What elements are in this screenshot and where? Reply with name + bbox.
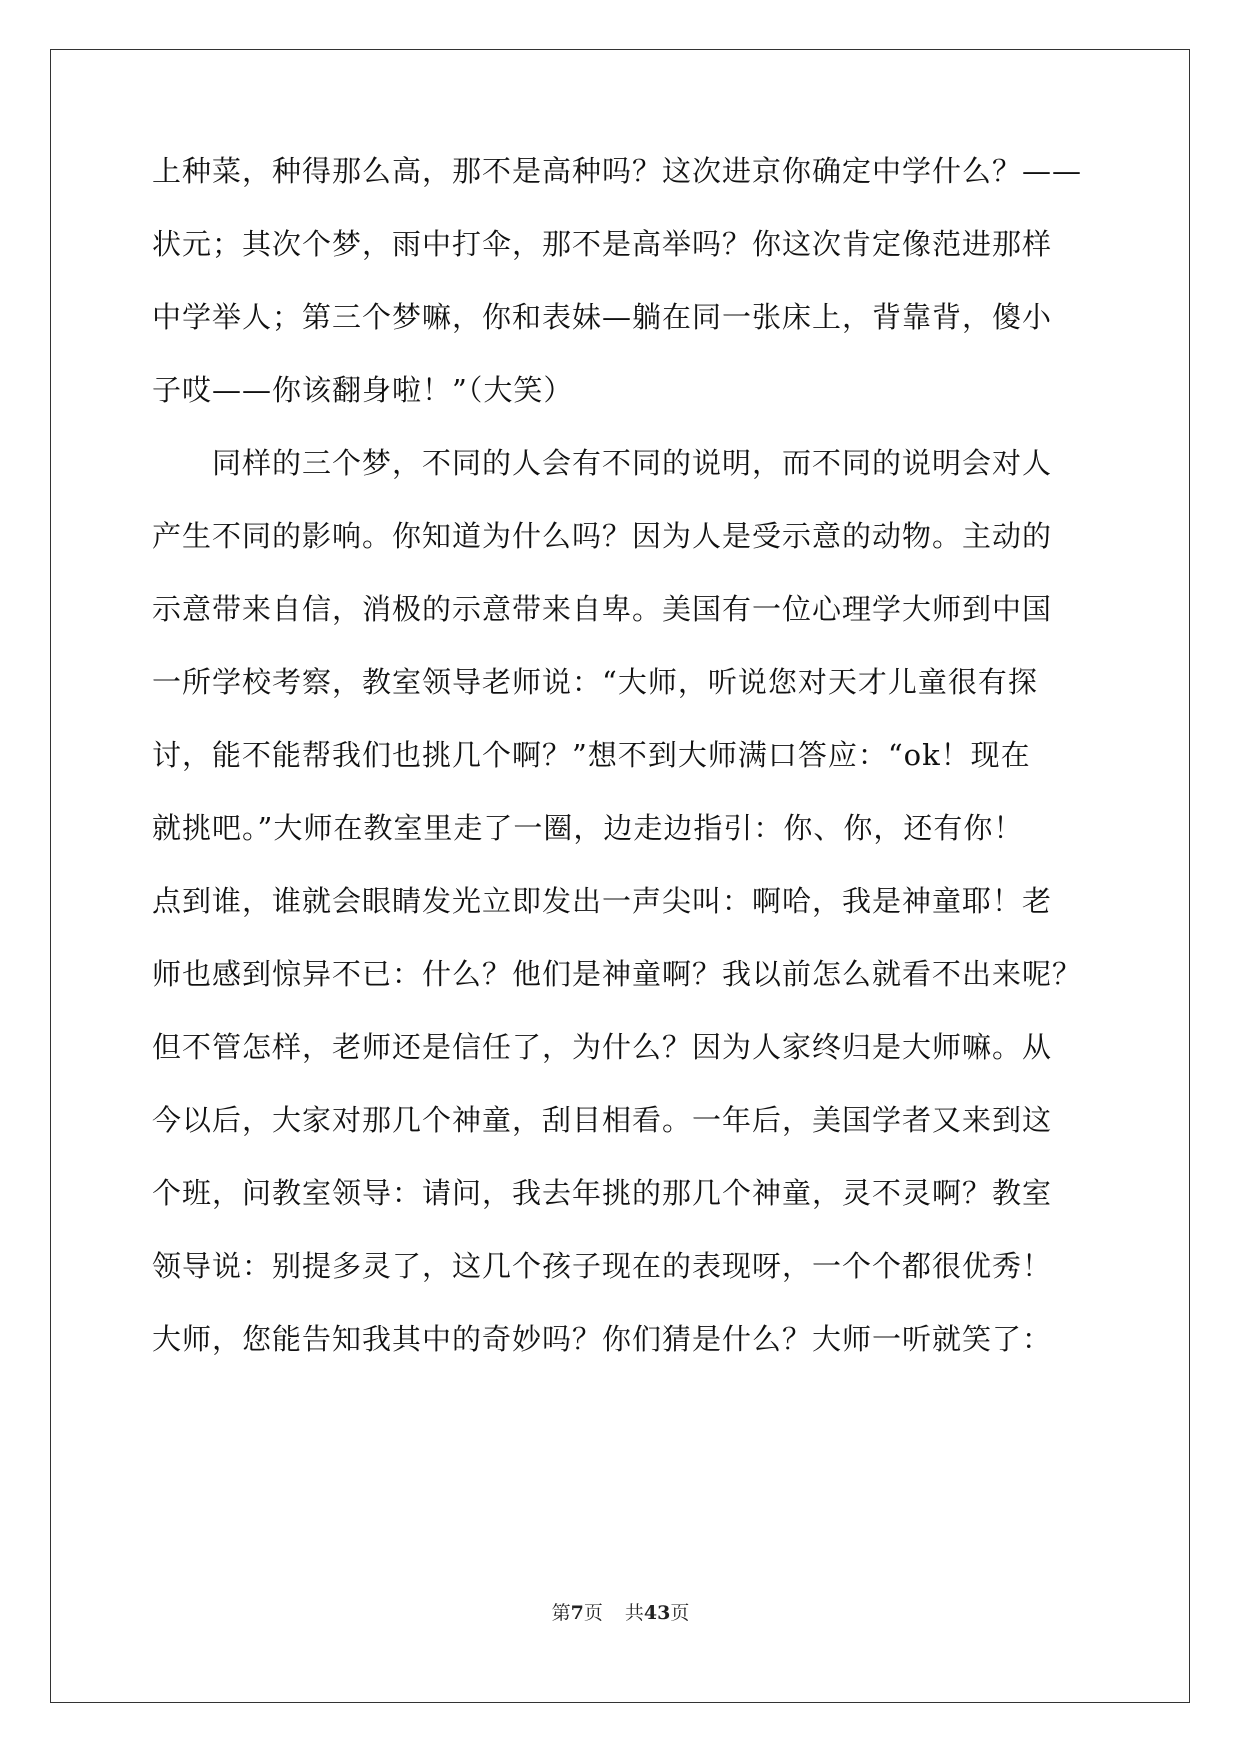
text-line: 师也感到惊异不已：什么？他们是神童啊？我以前怎么就看不出来呢？ (152, 957, 1083, 991)
text-line: 状元；其次个梦，雨中打伞，那不是高举吗？你这次肯定像范进那样 (152, 227, 1053, 261)
text-line: 上种菜，种得那么高，那不是高种吗？这次进京你确定中学什么？—— (152, 154, 1083, 188)
text-line: 子哎——你该翻身啦！”（大笑） (152, 373, 574, 407)
text-line: 领导说：别提多灵了，这几个孩子现在的表现呀，一个个都很优秀！ (152, 1249, 1053, 1283)
page-prefix: 第 (551, 1602, 571, 1624)
text-line: 中学举人；第三个梦嘛，你和表妹—躺在同一张床上，背靠背，傻小 (152, 300, 1053, 334)
text-line: 个班，问教室领导：请问，我去年挑的那几个神童，灵不灵啊？教室 (152, 1176, 1053, 1210)
page-footer (0, 1601, 1241, 1625)
text-line: 大师，您能告知我其中的奇妙吗？你们猜是什么？大师一听就笑了： (152, 1322, 1053, 1356)
text-line: 同样的三个梦，不同的人会有不同的说明，而不同的说明会对人 (152, 446, 1053, 480)
text-line: 示意带来自信，消极的示意带来自卑。美国有一位心理学大师到中国 (152, 592, 1053, 626)
text-line: 产生不同的影响。你知道为什么吗？因为人是受示意的动物。主动的 (152, 519, 1053, 553)
text-line: 点到谁，谁就会眼睛发光立即发出一声尖叫：啊哈，我是神童耶！老 (152, 884, 1053, 918)
page-suffix: 页 (583, 1602, 603, 1624)
total-pages: 43 (643, 1602, 671, 1624)
text-line: 但不管怎样，老师还是信任了，为什么？因为人家终归是大师嘛。从 (152, 1030, 1053, 1064)
text-line: 讨，能不能帮我们也挑几个啊？”想不到大师满口答应：“ok！现在 (152, 738, 1031, 772)
total-suffix: 页 (670, 1602, 690, 1624)
text-line: 就挑吧。”大师在教室里走了一圈，边走边指引：你、你，还有你！ (152, 811, 1024, 845)
text-line: 一所学校考察，教室领导老师说：“大师，听说您对天才儿童很有探 (152, 665, 1038, 699)
total-prefix: 共 (624, 1602, 644, 1624)
text-line: 今以后，大家对那几个神童，刮目相看。一年后，美国学者又来到这 (152, 1103, 1053, 1137)
page-number: 7 (570, 1602, 584, 1624)
